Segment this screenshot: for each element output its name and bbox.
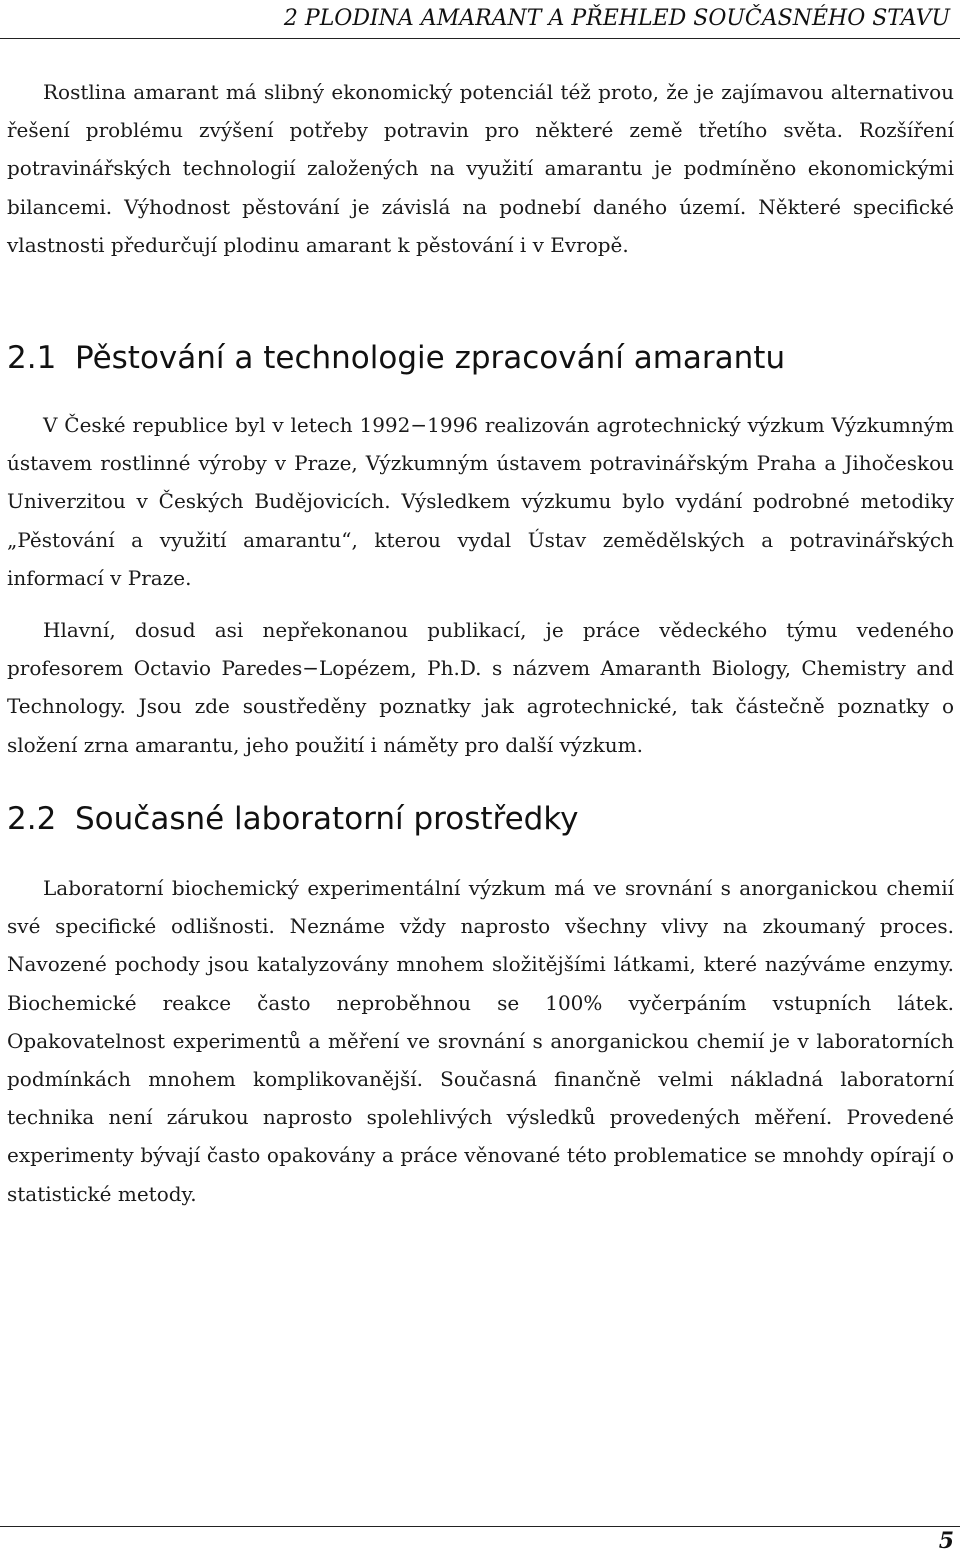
section-2-1-paragraph-1: V České republice byl v letech 1992−1996 realizován agrotechnický výzkum Výzkumným ústavem rostlinné výroby v Praze, Výzkumným ústavem potravinářským Praha a Jihočeskou Univerzitou v Českých Budějovicích. Výsledkem výzkumu bylo vydání podrobné metodiky „Pěstování a využití amarantu“, kterou vydal Ústav zemědělských a potravinářských informací v Praze. — [7, 413, 954, 590]
intro-paragraph: Rostlina amarant má slibný ekonomický potenciál též proto, že je zajímavou alternativou řešení problému zvýšení potřeby potravin pro některé země třetího světa. Rozšíření potravinářských technologií založených na využití amarantu je podmíněno ekonomickými bilancemi. Výhodnost pěstování je závislá na podnebí daného území. Některé specifické vlastnosti předurčují plodinu amarant k pěstování i v Evropě. — [7, 80, 954, 257]
section-2-1-paragraph-2: Hlavní, dosud asi nepřekonanou publikací, je práce vědeckého týmu vedeného profesorem Octavio Paredes−Lopézem, Ph.D. s názvem Amaranth Biology, Chemistry and Technology. Jsou zde soustředěny poznatky jak agrotechnické, tak částečně poznatky o složení zrna amarantu, jeho použití i náměty pro další výzkum. — [7, 618, 954, 757]
running-header: 2 PLODINA AMARANT A PŘEHLED SOUČASNÉHO STAVU — [283, 6, 950, 31]
section-number: 2.2 — [7, 801, 57, 837]
section-heading-2-2 — [7, 799, 579, 839]
section-heading-2-1 — [7, 338, 785, 378]
section-2-2-paragraph-1: Laboratorní biochemický experimentální výzkum má ve srovnání s anorganickou chemií své specifické odlišnosti. Neznáme vždy naprosto všechny vlivy na zkoumaný proces. Navozené pochody jsou katalyzovány mnohem složitějšími látkami, které nazýváme enzymy. Biochemické reakce často neproběhnou se 100% vyčerpáním vstupních látek. Opakovatelnost experimentů a měření ve srovnání s anorganickou chemií je v laboratorních podmínkách mnohem komplikovanější. Současná finančně velmi nákladná laboratorní technika není zárukou naprosto spolehlivých výsledků provedených měření. Provedené experimenty bývají často opakovány a práce věnované této problematice se mnohdy opírají o statistické metody. — [7, 876, 954, 1206]
footer-rule — [0, 1526, 960, 1527]
header-rule — [0, 38, 960, 39]
section-number: 2.1 — [7, 340, 57, 376]
section-title: Současné laboratorní prostředky — [75, 801, 579, 837]
page-number: 5 — [938, 1528, 954, 1554]
section-title: Pěstování a technologie zpracování amarantu — [75, 340, 786, 376]
